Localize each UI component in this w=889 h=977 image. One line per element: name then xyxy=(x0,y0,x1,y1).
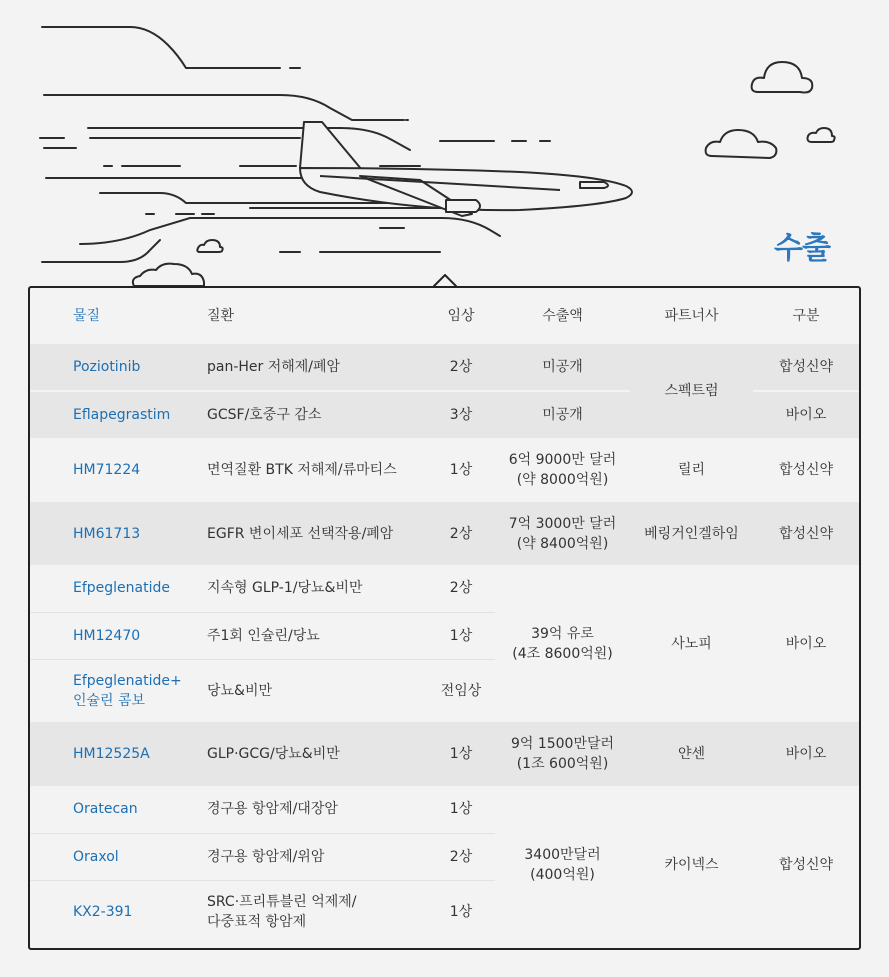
category-cell: 합성신약 xyxy=(753,438,859,502)
substance-cell: Eflapegrastim xyxy=(30,391,207,438)
amount-krw-line: (약 8400억원) xyxy=(516,535,609,552)
amount-cell: 미공개 xyxy=(495,391,630,438)
category-cell: 바이오 xyxy=(753,722,859,786)
disease-line: 다중표적 항암제 xyxy=(207,914,307,931)
speed-lines xyxy=(40,27,550,262)
amount-cell: 미공개 xyxy=(495,344,630,391)
table-row xyxy=(30,722,859,786)
substance-cell: Oratecan xyxy=(30,786,207,833)
phase-cell: 1상 xyxy=(427,438,495,502)
header-category: 구분 xyxy=(792,308,820,324)
table-row xyxy=(30,786,859,833)
amount-line: 6억 9000만 달러 xyxy=(508,452,617,468)
disease-cell xyxy=(207,880,427,944)
table-row xyxy=(30,344,859,391)
amount-line: 7억 3000만 달러 xyxy=(508,515,617,532)
header-substance: 물질 xyxy=(73,308,101,324)
category-cell: 합성신약 xyxy=(753,502,859,565)
phase-cell: 1상 xyxy=(427,786,495,833)
substance-cell: HM12525A xyxy=(30,722,207,786)
substance-cell: KX2-391 xyxy=(30,880,207,944)
partner-cell: 카이넥스 xyxy=(630,786,753,944)
amount-cell xyxy=(495,438,630,502)
table-row xyxy=(30,438,859,502)
table-row xyxy=(30,502,859,565)
disease-cell: 지속형 GLP-1/당뇨&비만 xyxy=(207,565,427,612)
table-row xyxy=(30,565,859,612)
partner-cell: 스펙트럼 xyxy=(630,344,753,438)
export-table xyxy=(30,288,859,944)
category-cell: 합성신약 xyxy=(753,344,859,391)
partner-cell: 얀센 xyxy=(630,722,753,786)
table-header-row xyxy=(30,288,859,344)
airplane-illustration xyxy=(0,0,889,290)
amount-krw-line: (4조 8600억원) xyxy=(512,645,613,662)
category-cell: 바이오 xyxy=(753,391,859,438)
header-partner: 파트너사 xyxy=(664,308,719,324)
substance-line: Efpeglenatide+ xyxy=(73,672,182,689)
phase-cell: 2상 xyxy=(427,502,495,565)
amount-line: 9억 1500만달러 xyxy=(510,736,615,752)
amount-line: 3400만달러 xyxy=(524,847,601,863)
phase-cell: 전임상 xyxy=(427,659,495,722)
substance-cell: Efpeglenatide xyxy=(30,565,207,612)
disease-cell: 경구용 항암제/위암 xyxy=(207,833,427,880)
amount-cell xyxy=(495,786,630,944)
phase-cell: 1상 xyxy=(427,880,495,944)
substance-cell: HM71224 xyxy=(30,438,207,502)
airplane-icon xyxy=(300,122,632,216)
substance-cell: HM61713 xyxy=(30,502,207,565)
amount-krw-line: (약 8000억원) xyxy=(516,472,609,488)
amount-cell xyxy=(495,565,630,722)
disease-cell: 면역질환 BTK 저해제/류마티스 xyxy=(207,438,427,502)
phase-cell: 2상 xyxy=(427,344,495,391)
phase-cell: 1상 xyxy=(427,612,495,659)
substance-cell: HM12470 xyxy=(30,612,207,659)
phase-cell: 2상 xyxy=(427,565,495,612)
substance-cell: Oraxol xyxy=(30,833,207,880)
amount-cell xyxy=(495,722,630,786)
disease-cell: 경구용 항암제/대장암 xyxy=(207,786,427,833)
category-cell: 바이오 xyxy=(753,565,859,722)
partner-cell: 릴리 xyxy=(630,438,753,502)
export-table-container xyxy=(28,286,861,950)
amount-krw-line: (400억원) xyxy=(530,867,595,883)
substance-line: 인슐린 콤보 xyxy=(73,692,146,709)
partner-cell: 베링거인겔하임 xyxy=(630,502,753,565)
amount-line: 39억 유로 xyxy=(531,625,594,642)
disease-cell: GLP·GCG/당뇨&비만 xyxy=(207,722,427,786)
phase-cell: 1상 xyxy=(427,722,495,786)
partner-cell: 사노피 xyxy=(630,565,753,722)
header-amount: 수출액 xyxy=(542,308,583,324)
disease-cell: 당뇨&비만 xyxy=(207,659,427,722)
substance-cell xyxy=(30,659,207,722)
disease-line: SRC·프리튜블린 억제제/ xyxy=(207,894,357,911)
header-phase: 임상 xyxy=(447,308,475,324)
disease-cell: 주1회 인슐린/당뇨 xyxy=(207,612,427,659)
disease-cell: EGFR 변이세포 선택작용/폐암 xyxy=(207,502,427,565)
amount-krw-line: (1조 600억원) xyxy=(516,756,609,772)
phase-cell: 3상 xyxy=(427,391,495,438)
amount-cell xyxy=(495,502,630,565)
disease-cell: pan-Her 저해제/폐암 xyxy=(207,344,427,391)
header-disease: 질환 xyxy=(207,308,235,324)
section-title: 수출 xyxy=(774,231,830,266)
category-cell: 합성신약 xyxy=(753,786,859,944)
disease-cell: GCSF/호중구 감소 xyxy=(207,391,427,438)
phase-cell: 2상 xyxy=(427,833,495,880)
substance-cell: Poziotinib xyxy=(30,344,207,391)
